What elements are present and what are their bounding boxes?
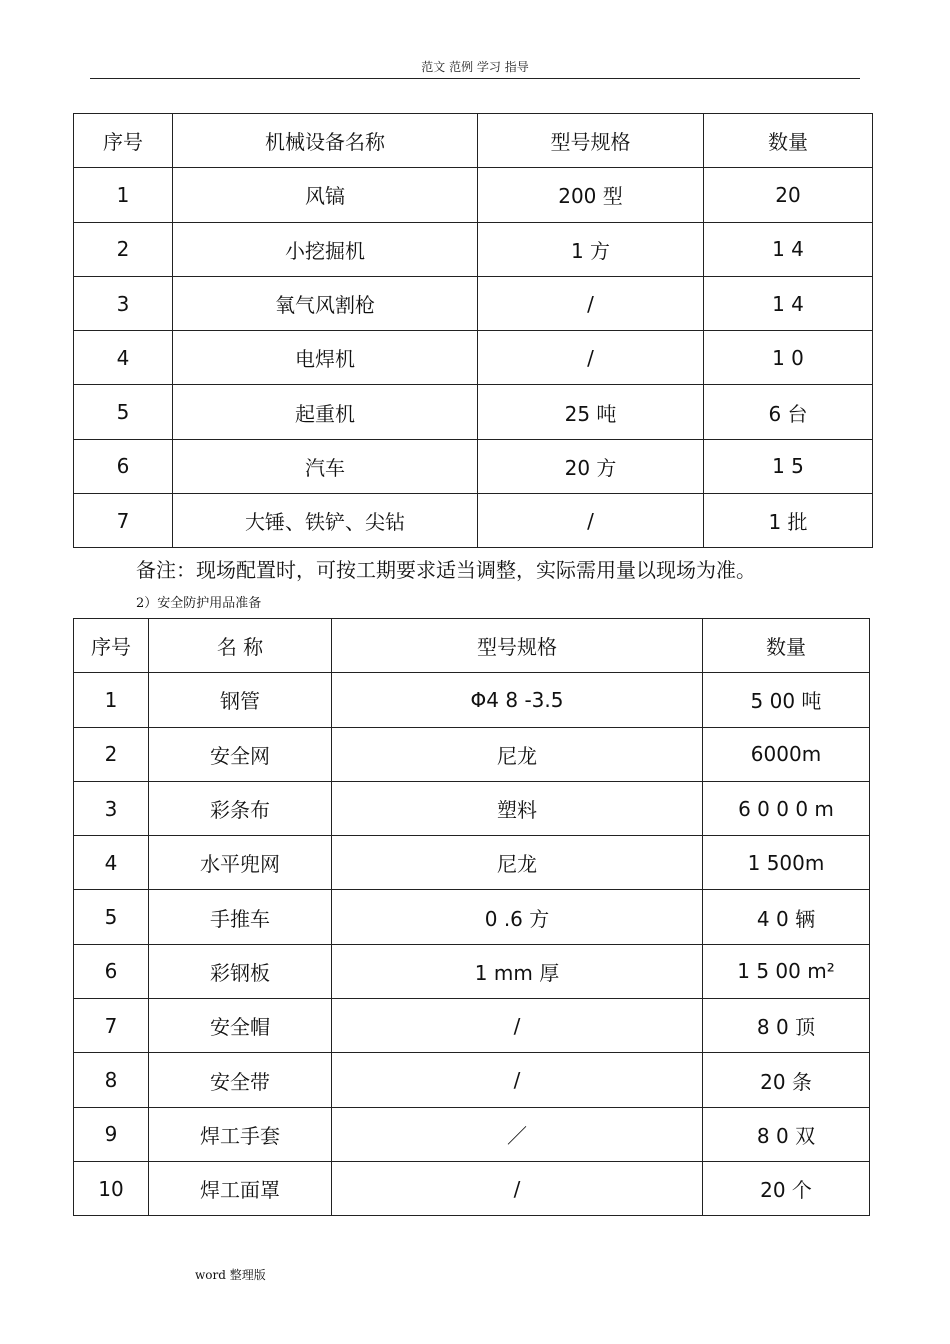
- page-footer: word 整理版: [195, 1268, 266, 1282]
- table-cell: 水平兜网: [149, 836, 332, 890]
- table-cell: 小挖掘机: [173, 222, 478, 276]
- table-cell: 3: [74, 781, 149, 835]
- table-row: [74, 385, 873, 439]
- table-cell: 5: [74, 385, 173, 439]
- table-cell: ／: [332, 1107, 703, 1161]
- header-cell: 机械设备名称: [173, 114, 478, 168]
- table-cell: 200 型: [478, 168, 704, 222]
- header-cell: 型号规格: [332, 619, 703, 673]
- table-cell: 尼龙: [332, 727, 703, 781]
- table-cell: 起重机: [173, 385, 478, 439]
- header-cell: 数量: [704, 114, 873, 168]
- table-cell: 3: [74, 276, 173, 330]
- table-cell: 1 5 00 m²: [703, 944, 870, 998]
- table-cell: 安全网: [149, 727, 332, 781]
- table-row: [74, 890, 870, 944]
- table-cell: 6: [74, 439, 173, 493]
- table-cell: Φ4 8 -3.5: [332, 673, 703, 727]
- table-cell: 7: [74, 494, 173, 548]
- table-row: [74, 781, 870, 835]
- table-cell: 1 0: [704, 331, 873, 385]
- page-header: 范文 范例 学习 指导: [90, 58, 860, 79]
- table-cell: 1: [74, 168, 173, 222]
- table-cell: 20 条: [703, 1053, 870, 1107]
- table-row: [74, 1161, 870, 1215]
- table-header-row: [74, 619, 870, 673]
- table-cell: 钢管: [149, 673, 332, 727]
- header-cell: 序号: [74, 619, 149, 673]
- table-cell: 彩条布: [149, 781, 332, 835]
- table-cell: 4 0 辆: [703, 890, 870, 944]
- table-row: [74, 944, 870, 998]
- table-row: [74, 999, 870, 1053]
- table-cell: 安全帽: [149, 999, 332, 1053]
- table-cell: 6 台: [704, 385, 873, 439]
- table-cell: 9: [74, 1107, 149, 1161]
- table-cell: /: [332, 1053, 703, 1107]
- table-cell: /: [332, 999, 703, 1053]
- table-cell: 20: [704, 168, 873, 222]
- table-cell: 6 0 0 0 m: [703, 781, 870, 835]
- table-cell: 10: [74, 1161, 149, 1215]
- table-cell: 5 00 吨: [703, 673, 870, 727]
- table-row: [74, 1053, 870, 1107]
- table-cell: /: [478, 331, 704, 385]
- table-cell: 汽车: [173, 439, 478, 493]
- table-cell: 6: [74, 944, 149, 998]
- header-cell: 序号: [74, 114, 173, 168]
- table-cell: 2: [74, 222, 173, 276]
- table-row: [74, 494, 873, 548]
- table-cell: 塑料: [332, 781, 703, 835]
- table-cell: 25 吨: [478, 385, 704, 439]
- table-cell: 5: [74, 890, 149, 944]
- table-cell: 焊工面罩: [149, 1161, 332, 1215]
- table-cell: 20 个: [703, 1161, 870, 1215]
- section-title: 2）安全防护用品准备: [136, 596, 262, 611]
- table-cell: 4: [74, 331, 173, 385]
- table-cell: 4: [74, 836, 149, 890]
- table-header-row: [74, 114, 873, 168]
- table-cell: 8: [74, 1053, 149, 1107]
- table-cell: 1 mm 厚: [332, 944, 703, 998]
- header-cell: 型号规格: [478, 114, 704, 168]
- table-cell: 20 方: [478, 439, 704, 493]
- table-cell: 手推车: [149, 890, 332, 944]
- table-row: [74, 222, 873, 276]
- table-row: [74, 331, 873, 385]
- table-row: [74, 836, 870, 890]
- table-cell: 安全带: [149, 1053, 332, 1107]
- table-cell: 8 0 双: [703, 1107, 870, 1161]
- table-cell: 电焊机: [173, 331, 478, 385]
- table-row: [74, 1107, 870, 1161]
- table-cell: 1 批: [704, 494, 873, 548]
- table-cell: 风镐: [173, 168, 478, 222]
- table-cell: 1: [74, 673, 149, 727]
- table-cell: 1 5: [704, 439, 873, 493]
- table-row: [74, 439, 873, 493]
- table-cell: 氧气风割枪: [173, 276, 478, 330]
- table-row: [74, 727, 870, 781]
- table-cell: 1 方: [478, 222, 704, 276]
- table-cell: /: [478, 494, 704, 548]
- table-cell: 2: [74, 727, 149, 781]
- table-cell: 1 4: [704, 276, 873, 330]
- table-row: [74, 673, 870, 727]
- table-cell: 尼龙: [332, 836, 703, 890]
- table-cell: 6000m: [703, 727, 870, 781]
- safety-supplies-table: [73, 618, 870, 1216]
- header-cell: 数量: [703, 619, 870, 673]
- table-row: [74, 168, 873, 222]
- table-cell: 大锤、铁铲、尖钻: [173, 494, 478, 548]
- equipment-table: [73, 113, 873, 548]
- table-cell: 焊工手套: [149, 1107, 332, 1161]
- table-cell: 1 500m: [703, 836, 870, 890]
- table-cell: 7: [74, 999, 149, 1053]
- table-cell: 8 0 顶: [703, 999, 870, 1053]
- table-cell: /: [332, 1161, 703, 1215]
- table-cell: 彩钢板: [149, 944, 332, 998]
- table-cell: 0 .6 方: [332, 890, 703, 944]
- remark-note: 备注：现场配置时，可按工期要求适当调整，实际需用量以现场为准。: [136, 558, 756, 582]
- table-row: [74, 276, 873, 330]
- table-cell: /: [478, 276, 704, 330]
- table-cell: 1 4: [704, 222, 873, 276]
- header-cell: 名 称: [149, 619, 332, 673]
